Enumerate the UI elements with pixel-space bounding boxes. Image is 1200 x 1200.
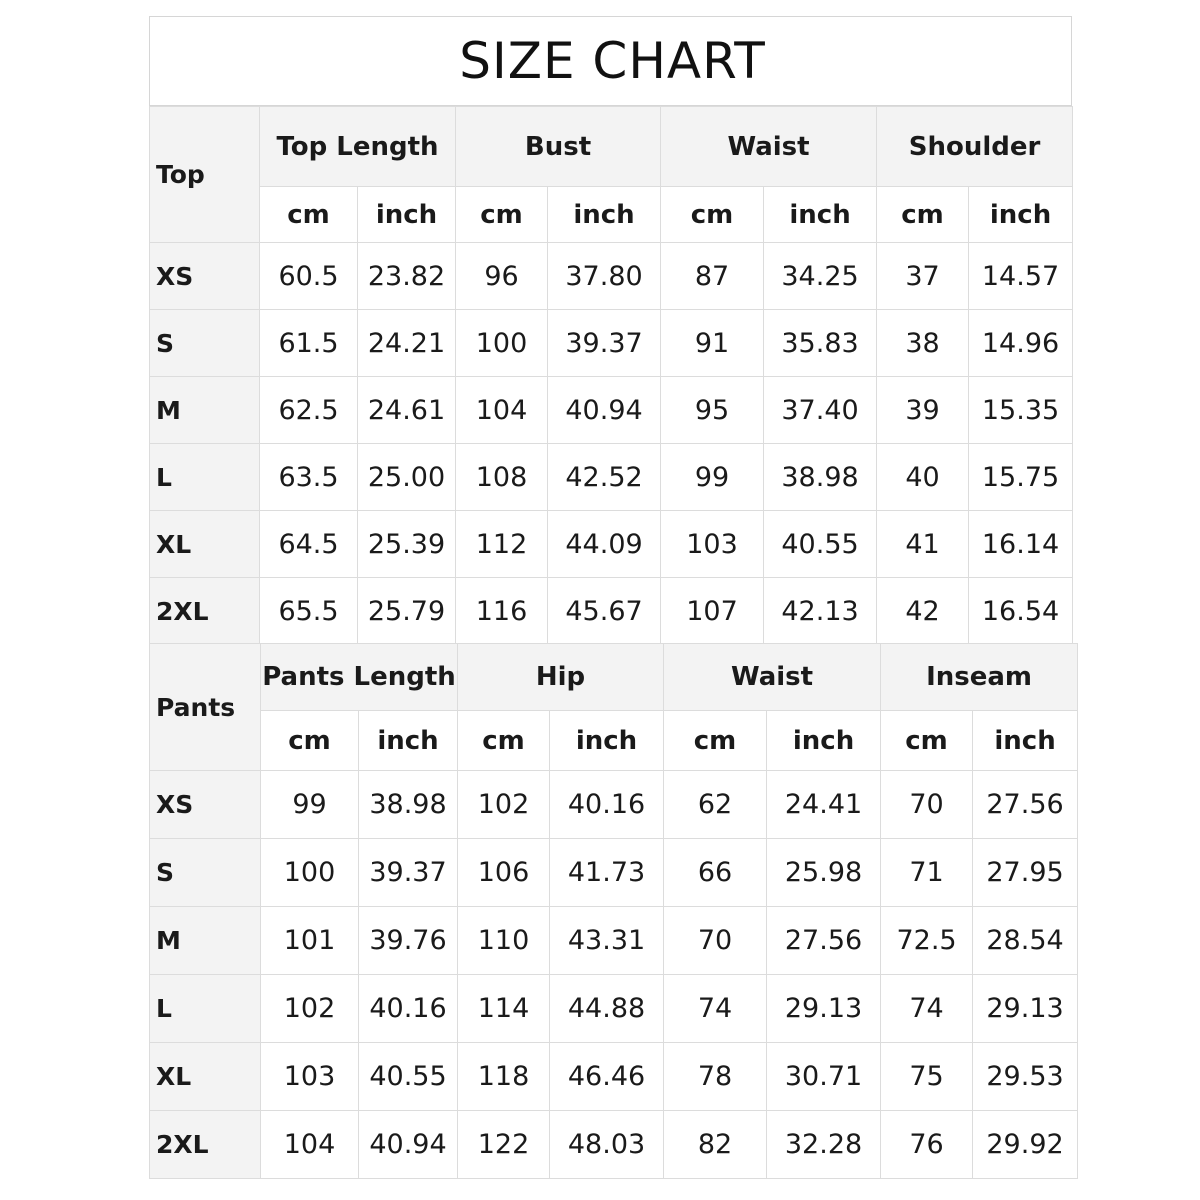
table-cell: 96 (456, 243, 548, 310)
pants-group-header: Pants Length (261, 644, 458, 711)
unit-header: cm (260, 187, 358, 243)
table-cell: 24.41 (767, 771, 881, 839)
table-cell: 39.37 (548, 310, 661, 377)
pants-group-header: Waist (664, 644, 881, 711)
table-cell: 78 (664, 1043, 767, 1111)
size-label: M (150, 907, 261, 975)
table-cell: 118 (458, 1043, 550, 1111)
top-unit-row (150, 187, 1073, 243)
table-cell: 25.98 (767, 839, 881, 907)
size-label: 2XL (150, 1111, 261, 1179)
unit-header: cm (456, 187, 548, 243)
table-cell: 37.40 (764, 377, 877, 444)
table-row (150, 771, 1078, 839)
table-cell: 100 (456, 310, 548, 377)
top-group-header-row (150, 107, 1073, 187)
table-cell: 25.79 (358, 578, 456, 645)
table-cell: 106 (458, 839, 550, 907)
size-label: L (150, 975, 261, 1043)
table-cell: 114 (458, 975, 550, 1043)
table-cell: 103 (261, 1043, 359, 1111)
table-cell: 40.55 (359, 1043, 458, 1111)
table-cell: 38.98 (764, 444, 877, 511)
table-cell: 29.13 (973, 975, 1078, 1043)
size-label: XS (150, 243, 260, 310)
table-cell: 63.5 (260, 444, 358, 511)
table-row (150, 975, 1078, 1043)
table-row (150, 511, 1073, 578)
pants-size-table (149, 643, 1078, 1179)
table-cell: 14.96 (969, 310, 1073, 377)
size-label: 2XL (150, 578, 260, 645)
table-cell: 122 (458, 1111, 550, 1179)
table-cell: 62 (664, 771, 767, 839)
table-cell: 24.61 (358, 377, 456, 444)
table-row (150, 1043, 1078, 1111)
table-cell: 102 (261, 975, 359, 1043)
size-label: XL (150, 511, 260, 578)
table-cell: 43.31 (550, 907, 664, 975)
table-cell: 40.16 (550, 771, 664, 839)
unit-header: inch (358, 187, 456, 243)
table-cell: 29.92 (973, 1111, 1078, 1179)
table-cell: 39.76 (359, 907, 458, 975)
unit-header: inch (550, 711, 664, 771)
table-cell: 112 (456, 511, 548, 578)
table-cell: 42 (877, 578, 969, 645)
size-label: S (150, 310, 260, 377)
table-cell: 27.95 (973, 839, 1078, 907)
table-cell: 41 (877, 511, 969, 578)
title-bar (149, 16, 1072, 106)
pants-group-header: Hip (458, 644, 664, 711)
table-cell: 44.88 (550, 975, 664, 1043)
table-cell: 29.13 (767, 975, 881, 1043)
table-cell: 62.5 (260, 377, 358, 444)
table-cell: 74 (881, 975, 973, 1043)
table-cell: 37 (877, 243, 969, 310)
unit-header: cm (261, 711, 359, 771)
table-cell: 82 (664, 1111, 767, 1179)
table-cell: 104 (261, 1111, 359, 1179)
table-cell: 37.80 (548, 243, 661, 310)
unit-header: cm (881, 711, 973, 771)
table-cell: 34.25 (764, 243, 877, 310)
table-row (150, 444, 1073, 511)
top-size-table (149, 106, 1073, 645)
size-label: M (150, 377, 260, 444)
table-cell: 107 (661, 578, 764, 645)
top-group-header: Shoulder (877, 107, 1073, 187)
size-label: L (150, 444, 260, 511)
table-row (150, 377, 1073, 444)
table-cell: 70 (881, 771, 973, 839)
table-cell: 25.39 (358, 511, 456, 578)
page-title: SIZE CHART (459, 32, 766, 90)
table-cell: 27.56 (973, 771, 1078, 839)
table-cell: 104 (456, 377, 548, 444)
table-cell: 44.09 (548, 511, 661, 578)
table-cell: 23.82 (358, 243, 456, 310)
table-cell: 35.83 (764, 310, 877, 377)
table-cell: 75 (881, 1043, 973, 1111)
table-cell: 103 (661, 511, 764, 578)
table-cell: 16.14 (969, 511, 1073, 578)
table-cell: 38 (877, 310, 969, 377)
table-cell: 15.35 (969, 377, 1073, 444)
table-cell: 42.13 (764, 578, 877, 645)
pants-unit-row (150, 711, 1078, 771)
table-cell: 27.56 (767, 907, 881, 975)
table-cell: 46.46 (550, 1043, 664, 1111)
size-chart (149, 16, 1075, 1178)
table-cell: 30.71 (767, 1043, 881, 1111)
table-cell: 40 (877, 444, 969, 511)
table-cell: 40.55 (764, 511, 877, 578)
table-cell: 101 (261, 907, 359, 975)
table-cell: 48.03 (550, 1111, 664, 1179)
unit-header: cm (877, 187, 969, 243)
table-cell: 60.5 (260, 243, 358, 310)
unit-header: inch (973, 711, 1078, 771)
table-cell: 40.94 (548, 377, 661, 444)
table-cell: 41.73 (550, 839, 664, 907)
table-cell: 91 (661, 310, 764, 377)
table-cell: 29.53 (973, 1043, 1078, 1111)
table-cell: 76 (881, 1111, 973, 1179)
unit-header: cm (664, 711, 767, 771)
unit-header: cm (458, 711, 550, 771)
table-cell: 99 (261, 771, 359, 839)
table-cell: 61.5 (260, 310, 358, 377)
unit-header: inch (548, 187, 661, 243)
table-cell: 15.75 (969, 444, 1073, 511)
size-label: S (150, 839, 261, 907)
unit-header: inch (764, 187, 877, 243)
table-cell: 95 (661, 377, 764, 444)
unit-header: inch (969, 187, 1073, 243)
table-cell: 40.16 (359, 975, 458, 1043)
table-cell: 71 (881, 839, 973, 907)
unit-header: inch (359, 711, 458, 771)
unit-header: inch (767, 711, 881, 771)
table-cell: 24.21 (358, 310, 456, 377)
table-cell: 45.67 (548, 578, 661, 645)
top-group-header: Bust (456, 107, 661, 187)
table-cell: 100 (261, 839, 359, 907)
table-cell: 16.54 (969, 578, 1073, 645)
table-cell: 40.94 (359, 1111, 458, 1179)
unit-header: cm (661, 187, 764, 243)
table-row (150, 1111, 1078, 1179)
table-row (150, 243, 1073, 310)
table-cell: 110 (458, 907, 550, 975)
table-row (150, 578, 1073, 645)
pants-group-header: Inseam (881, 644, 1078, 711)
top-group-header: Top Length (260, 107, 456, 187)
table-cell: 39.37 (359, 839, 458, 907)
table-cell: 70 (664, 907, 767, 975)
table-cell: 72.5 (881, 907, 973, 975)
table-cell: 66 (664, 839, 767, 907)
table-cell: 39 (877, 377, 969, 444)
table-cell: 28.54 (973, 907, 1078, 975)
top-group-header: Waist (661, 107, 877, 187)
table-row (150, 907, 1078, 975)
pants-section-label: Pants (150, 644, 261, 771)
table-cell: 99 (661, 444, 764, 511)
table-cell: 32.28 (767, 1111, 881, 1179)
table-cell: 38.98 (359, 771, 458, 839)
table-cell: 116 (456, 578, 548, 645)
size-label: XS (150, 771, 261, 839)
pants-group-header-row (150, 644, 1078, 711)
table-cell: 108 (456, 444, 548, 511)
table-cell: 14.57 (969, 243, 1073, 310)
table-cell: 87 (661, 243, 764, 310)
table-cell: 25.00 (358, 444, 456, 511)
table-cell: 74 (664, 975, 767, 1043)
table-row (150, 310, 1073, 377)
table-cell: 65.5 (260, 578, 358, 645)
size-label: XL (150, 1043, 261, 1111)
table-row (150, 839, 1078, 907)
top-section-label: Top (150, 107, 260, 243)
table-cell: 42.52 (548, 444, 661, 511)
table-cell: 102 (458, 771, 550, 839)
table-cell: 64.5 (260, 511, 358, 578)
